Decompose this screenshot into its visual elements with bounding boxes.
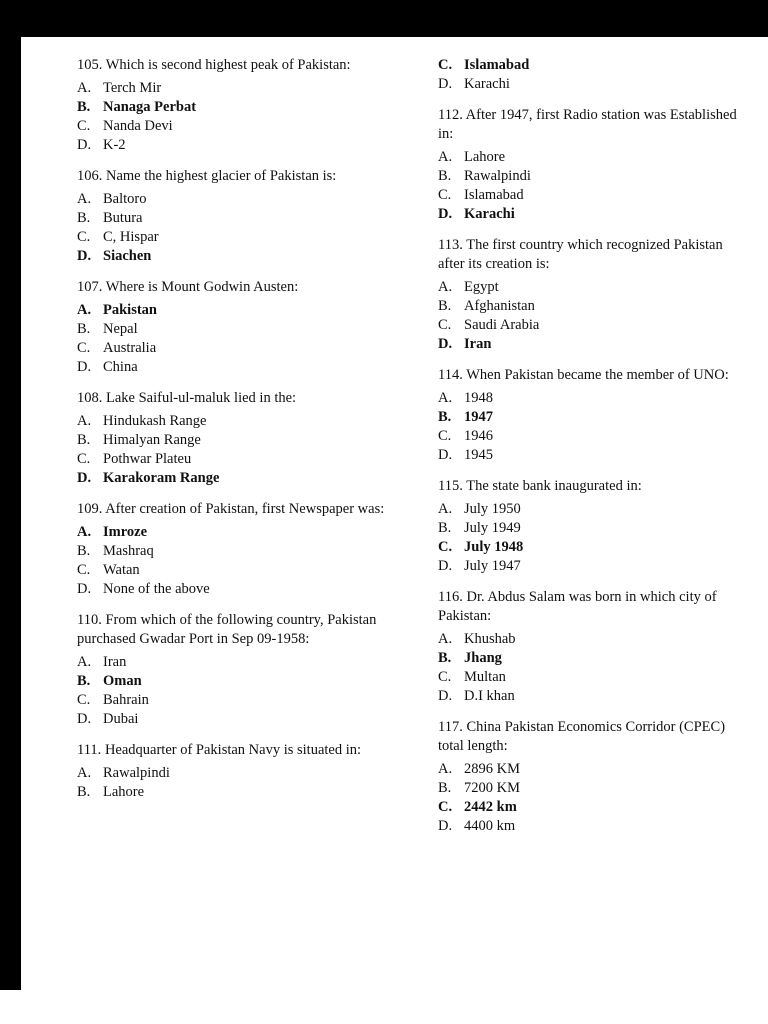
answer-option [77, 523, 397, 542]
option-letter: C. [438, 799, 453, 815]
question-number: 107. [77, 279, 103, 295]
question-number: 116. [438, 589, 463, 605]
option-letter: B. [77, 321, 91, 337]
question-text [77, 611, 397, 649]
answer-option [77, 301, 397, 320]
option-text: July 1949 [464, 520, 521, 536]
question-body: The first country which recognized Pakistan after its creation is: [438, 237, 723, 272]
option-text: China [103, 359, 138, 375]
question-body: After creation of Pakistan, first Newspaper was: [105, 501, 385, 517]
question-block [77, 278, 397, 377]
option-letter: A. [438, 631, 453, 647]
option-letter: B. [438, 168, 452, 184]
question-body: Name the highest glacier of Pakistan is: [106, 168, 337, 184]
question-text [438, 366, 748, 385]
option-letter: C. [438, 669, 452, 685]
answer-option [438, 817, 748, 836]
option-letter: C. [438, 428, 452, 444]
option-text: Himalyan Range [103, 432, 201, 448]
answer-option [438, 148, 748, 167]
answer-option [438, 278, 748, 297]
option-letter: D. [438, 688, 453, 704]
answer-option [438, 446, 748, 465]
question-number: 111. [77, 742, 102, 758]
option-text: K-2 [103, 137, 126, 153]
option-text: Australia [103, 340, 157, 356]
option-text: Pakistan [103, 302, 157, 318]
question-text [77, 389, 397, 408]
option-text: 1947 [464, 409, 493, 425]
option-letter: B. [77, 210, 91, 226]
option-text: Karachi [464, 206, 515, 222]
option-text: Watan [103, 562, 140, 578]
option-text: Bahrain [103, 692, 149, 708]
answer-option [438, 389, 748, 408]
option-letter: A. [77, 413, 92, 429]
option-letter: A. [438, 501, 453, 517]
option-text: Khushab [464, 631, 516, 647]
question-text [77, 500, 397, 519]
option-text: Mashraq [103, 543, 154, 559]
question-number: 115. [438, 478, 463, 494]
question-body: Where is Mount Godwin Austen: [105, 279, 299, 295]
option-text: Egypt [464, 279, 499, 295]
question-body: The state bank inaugurated in: [466, 478, 642, 494]
option-text: 2896 KM [464, 761, 520, 777]
question-body: When Pakistan became the member of UNO: [466, 367, 729, 383]
answer-option [77, 710, 397, 729]
option-text: Iran [464, 336, 492, 352]
option-text: 2442 km [464, 799, 517, 815]
option-letter: A. [77, 80, 92, 96]
option-letter: D. [438, 76, 453, 92]
answer-option [438, 630, 748, 649]
question-text [438, 477, 748, 496]
question-body: Dr. Abdus Salam was born in which city of Pakistan: [438, 589, 717, 624]
answer-option [438, 760, 748, 779]
option-letter: A. [438, 279, 453, 295]
question-body: Lake Saiful-ul-maluk lied in the: [106, 390, 297, 406]
answer-option [77, 358, 397, 377]
option-text: Rawalpindi [103, 765, 170, 781]
answer-option [438, 519, 748, 538]
option-text: Nanaga Perbat [103, 99, 197, 115]
question-number: 105. [77, 57, 103, 73]
answer-option [438, 538, 748, 557]
answer-option [438, 56, 748, 75]
option-letter: C. [77, 562, 91, 578]
answer-option [438, 335, 748, 354]
option-text: July 1950 [464, 501, 521, 517]
option-letter: A. [77, 302, 92, 318]
answer-option [438, 557, 748, 576]
option-letter: D. [438, 447, 453, 463]
answer-option [77, 542, 397, 561]
question-number: 117. [438, 719, 463, 735]
option-text: Baltoro [103, 191, 147, 207]
question-block [438, 588, 748, 706]
question-block [438, 366, 748, 465]
answer-option [77, 469, 397, 488]
option-letter: C. [438, 57, 453, 73]
option-letter: D. [438, 818, 453, 834]
option-text: Pothwar Plateu [103, 451, 192, 467]
option-text: Butura [103, 210, 143, 226]
answer-option [77, 228, 397, 247]
answer-option [438, 316, 748, 335]
option-letter: D. [77, 359, 92, 375]
question-block [438, 477, 748, 576]
answer-option [77, 136, 397, 155]
answer-option [77, 79, 397, 98]
answer-option [77, 431, 397, 450]
answer-option [438, 649, 748, 668]
option-letter: C. [438, 539, 453, 555]
option-text: Terch Mir [103, 80, 162, 96]
question-body: After 1947, first Radio station was Established in: [438, 107, 737, 142]
option-text: Siachen [103, 248, 152, 264]
option-text: Rawalpindi [464, 168, 531, 184]
answer-option [77, 320, 397, 339]
option-letter: D. [77, 137, 92, 153]
answer-option [77, 653, 397, 672]
option-letter: C. [438, 187, 452, 203]
question-number: 110. [77, 612, 102, 628]
option-text: July 1948 [464, 539, 524, 555]
option-letter: D. [77, 470, 92, 486]
option-text: Hindukash Range [103, 413, 207, 429]
question-number: 112. [438, 107, 463, 123]
question-number: 113. [438, 237, 463, 253]
answer-option [77, 412, 397, 431]
question-text [77, 278, 397, 297]
option-letter: B. [438, 650, 452, 666]
option-text: Imroze [103, 524, 148, 540]
option-text: None of the above [103, 581, 210, 597]
answer-option [77, 672, 397, 691]
option-text: Iran [103, 654, 127, 670]
continued-options [438, 56, 748, 94]
option-text: C, Hispar [103, 229, 159, 245]
option-letter: A. [77, 765, 92, 781]
option-text: Oman [103, 673, 142, 689]
answer-option [77, 209, 397, 228]
answer-option [77, 339, 397, 358]
answer-option [438, 500, 748, 519]
question-body: From which of the following country, Pakistan purchased Gwadar Port in Sep 09-1958: [77, 612, 377, 647]
option-text: Karachi [464, 76, 510, 92]
option-letter: B. [77, 784, 91, 800]
option-letter: B. [77, 99, 91, 115]
question-number: 108. [77, 390, 103, 406]
option-letter: C. [77, 451, 91, 467]
question-text [438, 236, 748, 274]
option-text: 1945 [464, 447, 493, 463]
question-number: 106. [77, 168, 103, 184]
option-text: Nanda Devi [103, 118, 173, 134]
answer-option [438, 408, 748, 427]
question-body: China Pakistan Economics Corridor (CPEC) total length: [438, 719, 726, 754]
answer-option [77, 764, 397, 783]
answer-option [77, 561, 397, 580]
option-letter: C. [77, 229, 91, 245]
option-text: Lahore [464, 149, 506, 165]
question-body: Headquarter of Pakistan Navy is situated in: [104, 742, 362, 758]
answer-option [77, 691, 397, 710]
option-letter: A. [438, 761, 453, 777]
option-text: Multan [464, 669, 506, 685]
option-letter: C. [77, 118, 91, 134]
option-text: 4400 km [464, 818, 516, 834]
answer-option [77, 247, 397, 266]
question-body: Which is second highest peak of Pakistan: [105, 57, 351, 73]
option-text: Afghanistan [464, 298, 535, 314]
answer-option [77, 117, 397, 136]
left-black-bar [0, 37, 21, 990]
answer-option [438, 427, 748, 446]
question-number: 109. [77, 501, 103, 517]
option-letter: C. [77, 692, 91, 708]
option-letter: A. [77, 524, 92, 540]
option-letter: D. [438, 558, 453, 574]
question-block [77, 741, 397, 802]
question-block [438, 236, 748, 354]
option-text: 1948 [464, 390, 493, 406]
top-black-bar [0, 0, 768, 37]
answer-option [438, 779, 748, 798]
option-letter: A. [438, 149, 453, 165]
answer-option [77, 190, 397, 209]
right-column [438, 56, 748, 848]
answer-option [438, 297, 748, 316]
option-letter: A. [77, 191, 92, 207]
option-letter: D. [438, 206, 453, 222]
option-text: Lahore [103, 784, 145, 800]
option-letter: A. [438, 390, 453, 406]
answer-option [77, 450, 397, 469]
option-letter: B. [77, 673, 91, 689]
option-text: July 1947 [464, 558, 521, 574]
option-text: Nepal [103, 321, 138, 337]
option-letter: D. [77, 711, 92, 727]
option-letter: B. [438, 409, 452, 425]
answer-option [438, 668, 748, 687]
option-letter: C. [438, 317, 452, 333]
question-block [438, 106, 748, 224]
option-text: 1946 [464, 428, 493, 444]
option-text: Jhang [464, 650, 502, 666]
question-block [438, 718, 748, 836]
question-block [77, 611, 397, 729]
question-text [438, 106, 748, 144]
option-letter: A. [77, 654, 92, 670]
answer-option [438, 167, 748, 186]
question-text [77, 167, 397, 186]
option-letter: D. [77, 248, 92, 264]
question-block [77, 500, 397, 599]
option-letter: B. [438, 780, 452, 796]
answer-option [77, 98, 397, 117]
question-number: 114. [438, 367, 463, 383]
option-text: Karakoram Range [103, 470, 220, 486]
question-block [77, 167, 397, 266]
option-text: 7200 KM [464, 780, 520, 796]
option-letter: B. [438, 298, 452, 314]
option-letter: D. [77, 581, 92, 597]
option-letter: D. [438, 336, 453, 352]
option-text: Dubai [103, 711, 139, 727]
answer-option [438, 205, 748, 224]
answer-option [77, 783, 397, 802]
option-letter: B. [77, 432, 91, 448]
option-text: Islamabad [464, 187, 524, 203]
answer-option [438, 798, 748, 817]
option-text: Saudi Arabia [464, 317, 540, 333]
option-letter: C. [77, 340, 91, 356]
answer-option [438, 687, 748, 706]
answer-option [438, 75, 748, 94]
question-text [77, 56, 397, 75]
question-block [77, 389, 397, 488]
left-column [77, 56, 397, 814]
option-letter: B. [77, 543, 91, 559]
answer-option [77, 580, 397, 599]
option-text: Islamabad [464, 57, 530, 73]
question-text [77, 741, 397, 760]
question-block [77, 56, 397, 155]
question-text [438, 588, 748, 626]
option-letter: B. [438, 520, 452, 536]
question-text [438, 718, 748, 756]
option-text: D.I khan [464, 688, 515, 704]
answer-option [438, 186, 748, 205]
